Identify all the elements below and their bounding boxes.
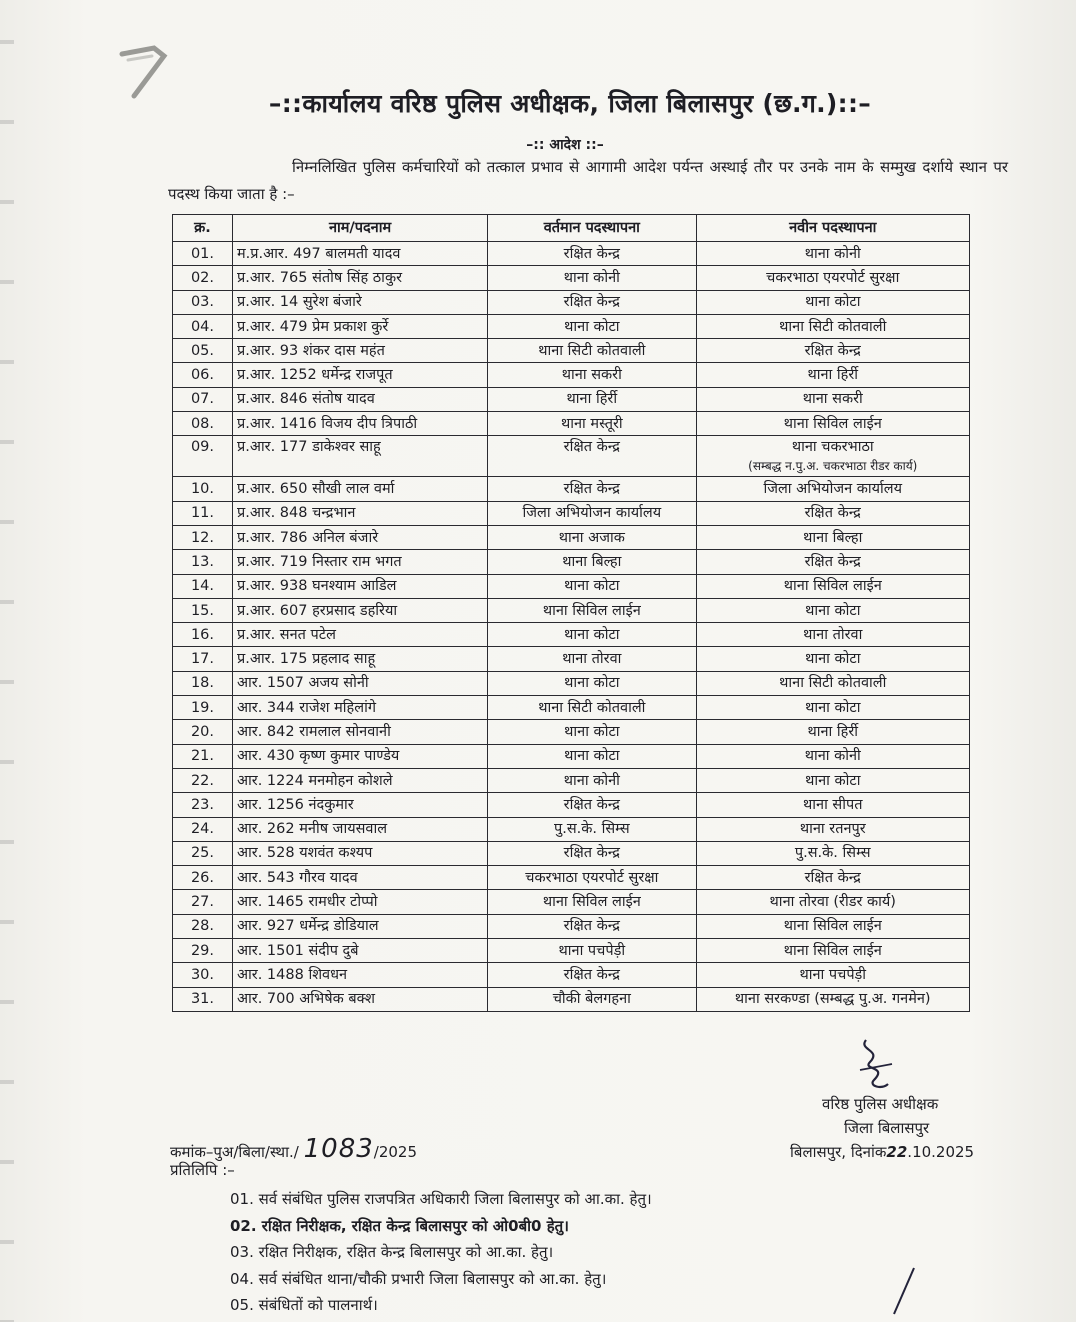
row-new-posting: थाना सीपत: [696, 793, 969, 817]
row-new-posting: थाना सकरी: [696, 387, 969, 411]
row-serial: 09.: [173, 436, 233, 477]
row-current-posting: रक्षित केन्द्र: [488, 914, 696, 938]
row-current-posting: रक्षित केन्द्र: [488, 963, 696, 987]
pen-stroke-mark: [888, 1266, 918, 1316]
row-name: आर. 1501 संदीप दुबे: [232, 939, 487, 963]
row-new-posting: थाना हिर्री: [696, 720, 969, 744]
row-name: आर. 1507 अजय सोनी: [232, 671, 487, 695]
date-handwritten-day: 22: [886, 1143, 908, 1161]
row-new-posting: थाना तोरवा: [696, 623, 969, 647]
row-serial: 10.: [173, 477, 233, 501]
row-current-posting: थाना कोनी: [488, 768, 696, 792]
copy-item: 01. सर्व संबंधित पुलिस राजपत्रित अधिकारी जिला बिलासपुर को आ.का. हेतु।: [230, 1190, 652, 1208]
row-name: प्र.आर. 93 शंकर दास महंत: [232, 339, 487, 363]
row-current-posting: थाना कोटा: [488, 744, 696, 768]
table-row: [173, 412, 970, 436]
row-name: प्र.आर. 177 डाकेश्वर साहू: [232, 436, 487, 477]
order-heading: –:: आदेश ::–: [526, 137, 604, 153]
row-serial: 20.: [173, 720, 233, 744]
row-name: आर. 1256 नंदकुमार: [232, 793, 487, 817]
table-body: [173, 242, 970, 1012]
row-name: प्र.आर. 1416 विजय दीप त्रिपाठी: [232, 412, 487, 436]
table-row: [173, 501, 970, 525]
row-name: आर. 1465 रामधीर टोप्पो: [232, 890, 487, 914]
office-title: –::कार्यालय वरिष्ठ पुलिस अधीक्षक, जिला बिलासपुर (छ.ग.)::–: [268, 89, 872, 118]
row-new-posting: थाना कोनी: [696, 744, 969, 768]
row-serial: 11.: [173, 501, 233, 525]
row-new-posting: थाना रतनपुर: [696, 817, 969, 841]
table-row: [173, 314, 970, 338]
row-current-posting: थाना सिविल लाईन: [488, 890, 696, 914]
row-name: प्र.आर. 479 प्रेम प्रकाश कुर्रे: [232, 314, 487, 338]
table-row: [173, 866, 970, 890]
table-row: [173, 939, 970, 963]
row-current-posting: जिला अभियोजन कार्यालय: [488, 501, 696, 525]
reference-year: /2025: [373, 1143, 418, 1161]
table-row: [173, 436, 970, 477]
row-serial: 21.: [173, 744, 233, 768]
row-new-posting-note: (सम्बद्ध न.पु.अ. चकरभाठा रीडर कार्य): [748, 459, 918, 474]
table-row: [173, 720, 970, 744]
table-row: [173, 339, 970, 363]
row-current-posting: थाना कोटा: [488, 623, 696, 647]
signatory-designation: वरिष्ठ पुलिस अधीक्षक: [822, 1095, 939, 1113]
row-new-posting: पु.स.के. सिम्स: [696, 841, 969, 865]
row-new-posting: रक्षित केन्द्र: [696, 501, 969, 525]
table-row: [173, 841, 970, 865]
row-serial: 31.: [173, 987, 233, 1011]
row-new-posting: जिला अभियोजन कार्यालय: [696, 477, 969, 501]
row-new-posting: थाना सिविल लाईन: [696, 412, 969, 436]
row-serial: 16.: [173, 623, 233, 647]
row-serial: 26.: [173, 866, 233, 890]
table-row: [173, 744, 970, 768]
row-name: आर. 262 मनीष जायसवाल: [232, 817, 487, 841]
table-row: [173, 671, 970, 695]
row-serial: 17.: [173, 647, 233, 671]
row-serial: 29.: [173, 939, 233, 963]
row-current-posting: थाना सकरी: [488, 363, 696, 387]
table-row: [173, 987, 970, 1011]
row-serial: 12.: [173, 525, 233, 549]
row-current-posting: थाना अजाक: [488, 525, 696, 549]
row-name: आर. 528 यशवंत कश्यप: [232, 841, 487, 865]
row-serial: 13.: [173, 550, 233, 574]
table-row: [173, 266, 970, 290]
header-new-posting: नवीन पदस्थापना: [696, 215, 969, 242]
row-serial: 22.: [173, 768, 233, 792]
table-row: [173, 574, 970, 598]
row-current-posting: थाना सिविल लाईन: [488, 598, 696, 622]
table-row: [173, 598, 970, 622]
row-name: आर. 842 रामलाल सोनवानी: [232, 720, 487, 744]
row-new-posting: थाना सिविल लाईन: [696, 939, 969, 963]
row-current-posting: पु.स.के. सिम्स: [488, 817, 696, 841]
table-row: [173, 363, 970, 387]
row-new-posting: थाना सरकण्डा (सम्बद्ध पु.अ. गनमेन): [696, 987, 969, 1011]
row-new-posting: थाना सिविल लाईन: [696, 574, 969, 598]
row-name: प्र.आर. 650 सौखी लाल वर्मा: [232, 477, 487, 501]
order-intro: निम्नलिखित पुलिस कर्मचारियों को तत्काल प्रभाव से आगामी आदेश पर्यन्त अस्थाई तौर पर उनके नाम के सम्मुख दर्शाये स्थान पर पदस्थ किया जाता है :–: [168, 158, 1008, 203]
row-new-posting: थाना कोटा: [696, 768, 969, 792]
row-name: आर. 543 गौरव यादव: [232, 866, 487, 890]
paper-clip-icon: [114, 44, 168, 102]
row-new-posting: चकरभाठा एयरपोर्ट सुरक्षा: [696, 266, 969, 290]
row-new-posting: थाना कोटा: [696, 647, 969, 671]
row-name: प्र.आर. 765 संतोष सिंह ठाकुर: [232, 266, 487, 290]
row-serial: 15.: [173, 598, 233, 622]
table-row: [173, 890, 970, 914]
date-rest: .10.2025: [907, 1143, 975, 1161]
date-label: बिलासपुर, दिनांक: [790, 1143, 887, 1161]
row-new-posting: थाना पचपेड़ी: [696, 963, 969, 987]
row-current-posting: थाना कोटा: [488, 574, 696, 598]
row-name: म.प्र.आर. 497 बालमती यादव: [232, 242, 487, 266]
row-name: प्र.आर. 14 सुरेश बंजारे: [232, 290, 487, 314]
table-row: [173, 525, 970, 549]
reference-prefix: कमांक–पुअ/बिला/स्था./: [170, 1143, 299, 1161]
row-current-posting: थाना तोरवा: [488, 647, 696, 671]
row-name: प्र.आर. 1252 धर्मेन्द्र राजपूत: [232, 363, 487, 387]
row-new-posting: थाना चकरभाठा (सम्बद्ध न.पु.अ. चकरभाठा रीडर कार्य): [696, 436, 969, 477]
row-name: प्र.आर. 786 अनिल बंजारे: [232, 525, 487, 549]
row-serial: 19.: [173, 696, 233, 720]
table-row: [173, 623, 970, 647]
row-new-posting: थाना हिर्री: [696, 363, 969, 387]
table-row: [173, 768, 970, 792]
row-new-posting: थाना तोरवा (रीडर कार्य): [696, 890, 969, 914]
handwritten-signature: [848, 1036, 908, 1096]
row-new-posting: थाना कोटा: [696, 290, 969, 314]
row-current-posting: थाना पचपेड़ी: [488, 939, 696, 963]
row-serial: 01.: [173, 242, 233, 266]
row-current-posting: रक्षित केन्द्र: [488, 242, 696, 266]
row-new-posting: थाना कोटा: [696, 598, 969, 622]
row-name: आर. 430 कृष्ण कुमार पाण्डेय: [232, 744, 487, 768]
table-row: [173, 290, 970, 314]
copy-item: 02. रक्षित निरीक्षक, रक्षित केन्द्र बिलासपुर को ओ0बी0 हेतु।: [230, 1216, 569, 1235]
table-row: [173, 477, 970, 501]
row-current-posting: थाना सिटी कोतवाली: [488, 339, 696, 363]
row-serial: 14.: [173, 574, 233, 598]
row-new-posting: थाना सिटी कोतवाली: [696, 671, 969, 695]
row-serial: 04.: [173, 314, 233, 338]
row-current-posting: थाना बिल्हा: [488, 550, 696, 574]
row-new-posting: रक्षित केन्द्र: [696, 550, 969, 574]
signatory-district: जिला बिलासपुर: [844, 1119, 930, 1137]
row-name: प्र.आर. 846 संतोष यादव: [232, 387, 487, 411]
table-row: [173, 647, 970, 671]
row-serial: 02.: [173, 266, 233, 290]
row-current-posting: रक्षित केन्द्र: [488, 841, 696, 865]
row-current-posting: चकरभाठा एयरपोर्ट सुरक्षा: [488, 866, 696, 890]
row-serial: 27.: [173, 890, 233, 914]
copy-item: 03. रक्षित निरीक्षक, रक्षित केन्द्र बिलासपुर को आ.का. हेतु।: [230, 1243, 554, 1261]
posting-table: [172, 214, 970, 1012]
table-row: [173, 387, 970, 411]
row-current-posting: थाना सिटी कोतवाली: [488, 696, 696, 720]
row-serial: 07.: [173, 387, 233, 411]
row-serial: 25.: [173, 841, 233, 865]
signatory-date: [790, 1140, 1010, 1164]
copy-list: [230, 1186, 850, 1319]
row-current-posting: रक्षित केन्द्र: [488, 436, 696, 477]
header-name: नाम/पदनाम: [232, 215, 487, 242]
row-name: आर. 1224 मनमोहन कोशले: [232, 768, 487, 792]
row-current-posting: थाना कोटा: [488, 671, 696, 695]
copy-heading: प्रतिलिपि :–: [170, 1161, 235, 1179]
row-serial: 03.: [173, 290, 233, 314]
row-name: प्र.आर. सनत पटेल: [232, 623, 487, 647]
table-row: [173, 242, 970, 266]
row-current-posting: थाना मस्तूरी: [488, 412, 696, 436]
copy-item: 05. संबंधितों को पालनार्थ।: [230, 1296, 378, 1314]
table-row: [173, 817, 970, 841]
row-new-posting: थाना कोटा: [696, 696, 969, 720]
row-name: प्र.आर. 938 घनश्याम आडिल: [232, 574, 487, 598]
table-header-row: [173, 215, 970, 242]
row-current-posting: थाना कोटा: [488, 720, 696, 744]
row-current-posting: रक्षित केन्द्र: [488, 477, 696, 501]
row-name: प्र.आर. 607 हरप्रसाद डहरिया: [232, 598, 487, 622]
row-serial: 18.: [173, 671, 233, 695]
row-current-posting: रक्षित केन्द्र: [488, 793, 696, 817]
row-serial: 06.: [173, 363, 233, 387]
table-row: [173, 914, 970, 938]
copy-item: 04. सर्व संबंधित थाना/चौकी प्रभारी जिला बिलासपुर को आ.का. हेतु।: [230, 1269, 607, 1288]
table-row: [173, 550, 970, 574]
reference-handwritten-number: 1083: [303, 1134, 374, 1164]
table-row: [173, 696, 970, 720]
table-row: [173, 963, 970, 987]
header-serial: क्र.: [173, 215, 233, 242]
row-serial: 08.: [173, 412, 233, 436]
row-new-posting: रक्षित केन्द्र: [696, 339, 969, 363]
row-name: आर. 1488 शिवधन: [232, 963, 487, 987]
row-serial: 05.: [173, 339, 233, 363]
row-current-posting: रक्षित केन्द्र: [488, 290, 696, 314]
row-name: आर. 344 राजेश महिलांगे: [232, 696, 487, 720]
row-current-posting: चौकी बेलगहना: [488, 987, 696, 1011]
row-current-posting: थाना कोनी: [488, 266, 696, 290]
row-name: आर. 927 धर्मेन्द्र डोडियाल: [232, 914, 487, 938]
row-new-posting: थाना सिटी कोतवाली: [696, 314, 969, 338]
row-name: प्र.आर. 848 चन्द्रभान: [232, 501, 487, 525]
signatory-block: [790, 1092, 1010, 1164]
row-new-posting: रक्षित केन्द्र: [696, 866, 969, 890]
row-current-posting: थाना हिर्री: [488, 387, 696, 411]
row-serial: 30.: [173, 963, 233, 987]
row-new-posting: थाना कोनी: [696, 242, 969, 266]
header-current-posting: वर्तमान पदस्थापना: [488, 215, 696, 242]
table-row: [173, 793, 970, 817]
paper-edge: [0, 0, 14, 1322]
row-current-posting: थाना कोटा: [488, 314, 696, 338]
row-serial: 23.: [173, 793, 233, 817]
row-serial: 28.: [173, 914, 233, 938]
row-name: प्र.आर. 175 प्रहलाद साहू: [232, 647, 487, 671]
row-name: प्र.आर. 719 निस्तार राम भगत: [232, 550, 487, 574]
row-new-posting: थाना बिल्हा: [696, 525, 969, 549]
row-name: आर. 700 अभिषेक बक्श: [232, 987, 487, 1011]
row-new-posting: थाना सिविल लाईन: [696, 914, 969, 938]
row-serial: 24.: [173, 817, 233, 841]
